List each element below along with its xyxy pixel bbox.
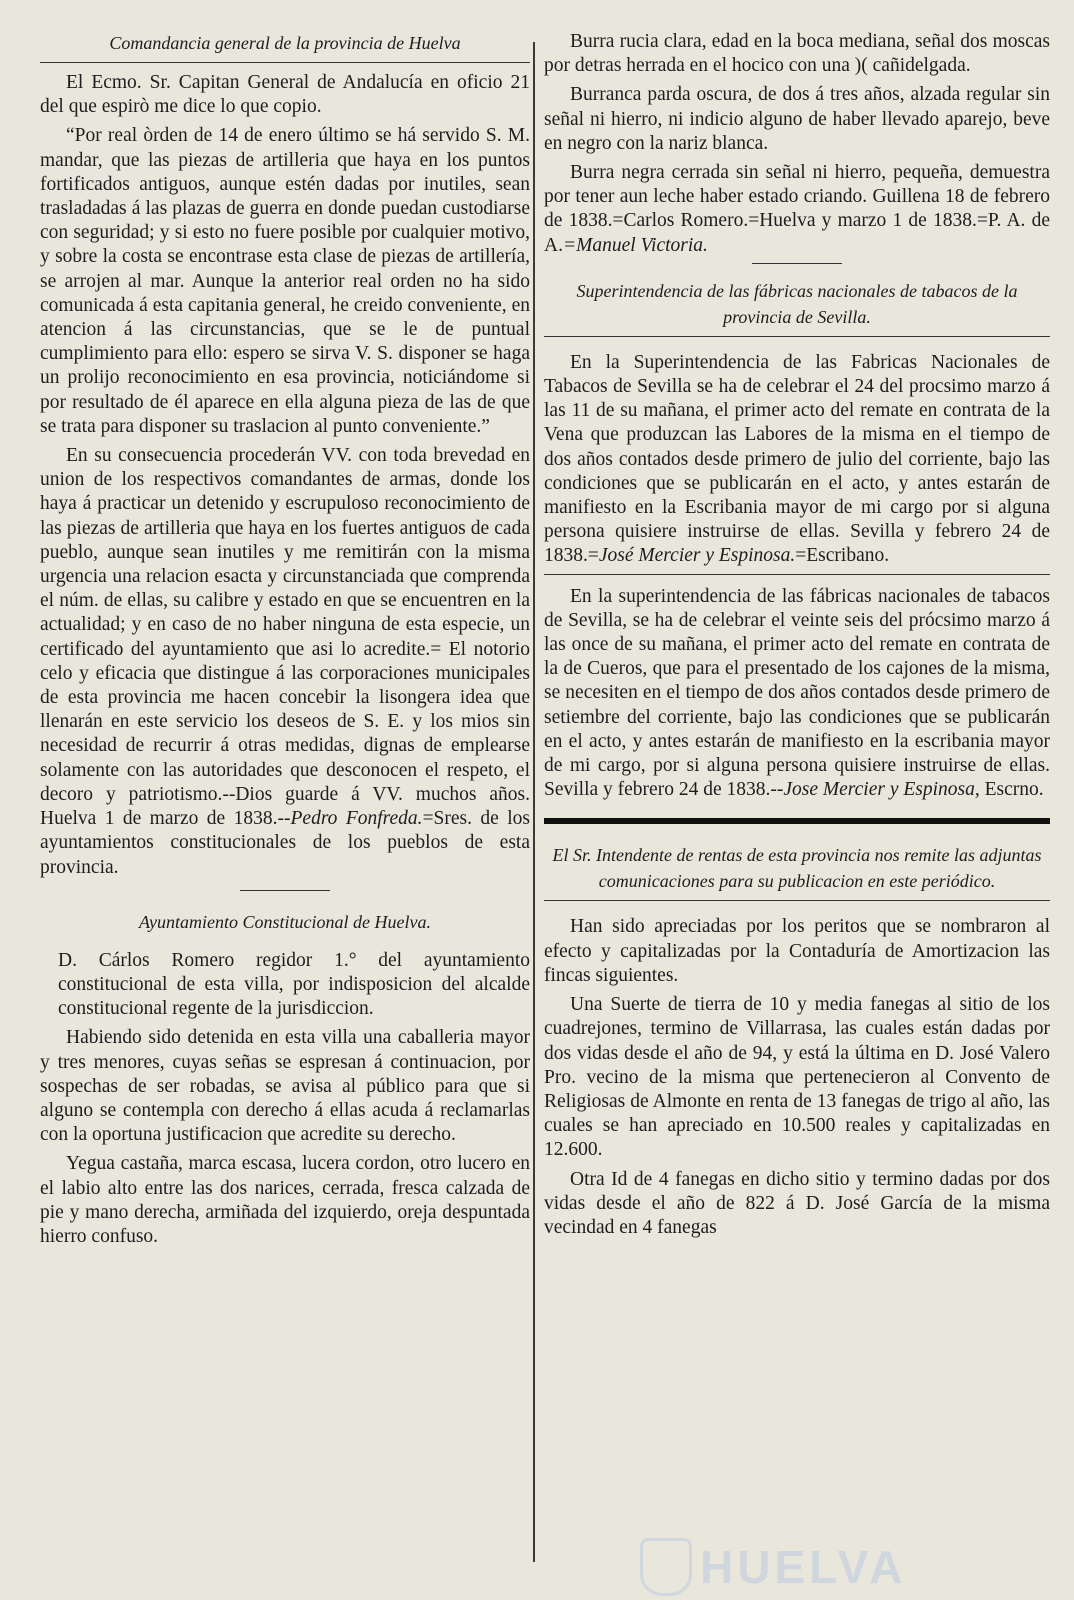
paragraph-text: En la superintendencia de las fábricas nacionales de tabacos de Sevilla, se ha de celebrar el veinte seis del prócsimo marzo á las once de su mañana, el primer acto del remate en contrata de la de Cueros, que para el presentado de los cajones de la misma, se necesiten en el tiempo de dos años contados desde primero de setiembre del corriente, bajo las condiciones que se publicarán en el acto, y antes estarán de manifiesto en la escribania mayor de mi cargo, por si alguna persona quisiere instruirse de ellas. Sevilla y febrero 24 de 1838.-- [544,585,1050,801]
paragraph-text: Burra negra cerrada sin señal ni hierro, pequeña, demuestra por tener aun leche haber estado criando. Guillena 18 de febrero de 1838.=Carlos Romero.=Huelva y marzo 1 de 1838.=P. A. de A. [544,162,1050,256]
paragraph: Burranca parda oscura, de dos á tres años, alzada regular sin señal ni hierro, ni indicio alguno de haber llevado aparejo, beve en negro con la nariz blanca. [544,84,1050,154]
paragraph: Burra rucia clara, edad en la boca mediana, señal dos moscas por detras herrada en el hocico con una )( cañidelgada. [544,31,1050,77]
paragraph [544,351,1050,569]
paragraph [544,161,1050,258]
section-divider [752,263,842,264]
paragraph: Habiendo sido detenida en esta villa una caballeria mayor y tres menores, cuyas señas se espresan á continuacion, por sospechas de ser robadas, se avisa al público para que si alguno se contempla con derecho á ellas acuda á reclamarlas con la oportuna justificacion que acredite su derecho. [40,1027,530,1146]
paragraph: Han sido apreciadas por los peritos que se nombraron al efecto y capitalizadas por la Contaduría de Amortizacion las fincas siguientes. [544,916,1050,986]
paragraph-text: =Escribano. [795,545,890,567]
left-column [40,30,530,1254]
column-divider [533,42,535,1562]
thick-divider [544,818,1050,824]
paragraph-text: En la Superintendencia de las Fabricas Nacionales de Tabacos de Sevilla se ha de celebrar el 24 del procsimo marzo á las 11 de su mañana, el primer acto del remate en contrata de la Vena que produzcan las Labores de la misma en el tiempo de dos años contados desde primero de julio del corriente, bajo las condiciones que se publicarán en el acto, y antes estarán de manifiesto en la Escribania mayor de mi cargo por si alguna persona quisiere instruirse de ellas. Sevilla y febrero 24 de 1838.= [544,351,1050,567]
paragraph [544,585,1050,803]
watermark: HUELVA [700,1541,907,1593]
paragraph: Otra Id de 4 fanegas en dicho sitio y termino dadas por dos vidas desde el año de 822 á D. José García de la misma vecindad en 4 fanegas [544,1168,1050,1238]
paragraph [40,444,530,880]
paragraph-text: Escrno. [979,779,1044,801]
section-divider [240,890,330,891]
signature: Pedro Fonfreda. [290,808,423,830]
archive-logo-icon [640,1538,692,1596]
paragraph: Una Suerte de tierra de 10 y media fanegas al sitio de los cuadrejones, termino de Villarrasa, las cuales están dadas por dos vidas desde el año de 94, y está la última en D. José Valero Pro. vecino de la misma que pertenecieron al Convento de Religiosas de Almonte en renta de 13 fanegas de trigo al año, las cuales se han apreciado en 10.500 reales y capitalizadas en 12.600. [544,994,1050,1161]
comandancia-heading: Comandancia general de la provincia de Huelva [40,30,530,63]
superintendencia-heading: Superintendencia de las fábricas nacionales de tabacos de la provincia de Sevilla. [544,278,1050,337]
paragraph-text: En su consecuencia procederán VV. con toda brevedad en union de los respectivos comandantes de armas, donde los haya á practicar un detenido y escrupuloso reconocimiento de las piezas de artilleria que haya en los fuertes antiguos de cada pueblo, aunque sean inutiles y me remitirán con la misma urgencia una relacion esacta y circunstanciada que comprenda el núm. de ellas, su calibre y estado en que se encuentren en la actualidad; y en caso de no haber ninguna de esta especie, un certificado del ayuntamiento que asi lo acredite.= El notorio celo y eficacia que distingue á las corporaciones municipales de esta provincia me hacen concebir la lisongera idea que llenarán en este servicio los deseos de S. E. y los mios sin necesidad de recurrir á otras medidas, dignas de emplearse solamente con las autoridades que desconocen el respeto, el decoro y patriotismo.--Dios guarde á VV. muchos años. Huelva 1 de marzo de 1838.-- [40,445,530,830]
right-column [544,30,1050,1245]
signature: Jose Mercier y Espinosa, [783,779,980,801]
notice-box [544,574,1050,803]
paragraph: D. Cárlos Romero regidor 1.° del ayuntamiento constitucional de esta villa, por indisposicion del alcalde constitucional regente de la jurisdiccion. [58,949,530,1020]
intendente-heading: El Sr. Intendente de rentas de esta provincia nos remite las adjuntas comunicaciones para su publicacion en este periódico. [544,842,1050,901]
ayuntamiento-heading: Ayuntamiento Constitucional de Huelva. [139,911,431,932]
paragraph: “Por real òrden de 14 de enero último se há servido S. M. mandar, que las piezas de artilleria que haya en los puntos fortificados antiguos, aunque estén dadas por inutiles, sean trasladadas á las plazas de guerra en donde puedan custodiarse con seguridad; y si esto no fuere posible por cualquier motivo, y sobre la costa se encontrase esta clase de piezas de artillería, se arrojen al mar. Aunque la anterior real orden no ha sido comunicada á esta capitania general, he creido conveniente, en atencion á las circunstancias, que se le de puntual cumplimiento para ello: espero se sirva V. S. disponer se haga un prolijo reconocimiento en esa provincia, noticiándome si por resultado de él aparece en ella alguna pieza de las de que se trata para disponer su traslacion al punto conveniente.” [40,125,530,437]
signature: =Manuel Victoria. [562,234,708,256]
paragraph: El Ecmo. Sr. Capitan General de Andalucía en oficio 21 del que espirò me dice lo que copio. [40,72,530,118]
paragraph: Yegua castaña, marca escasa, lucera cordon, otro lucero en el labio alto entre las dos narices, cerrada, fresca calzada de pie y mano derecha, armiñada del izquierdo, oreja despuntada hierro confuso. [40,1153,530,1247]
signature: José Mercier y Espinosa. [598,545,796,567]
paragraph-text: =Sres. de los ayuntamientos constitucionales de los pueblos de esta provincia. [40,808,530,878]
